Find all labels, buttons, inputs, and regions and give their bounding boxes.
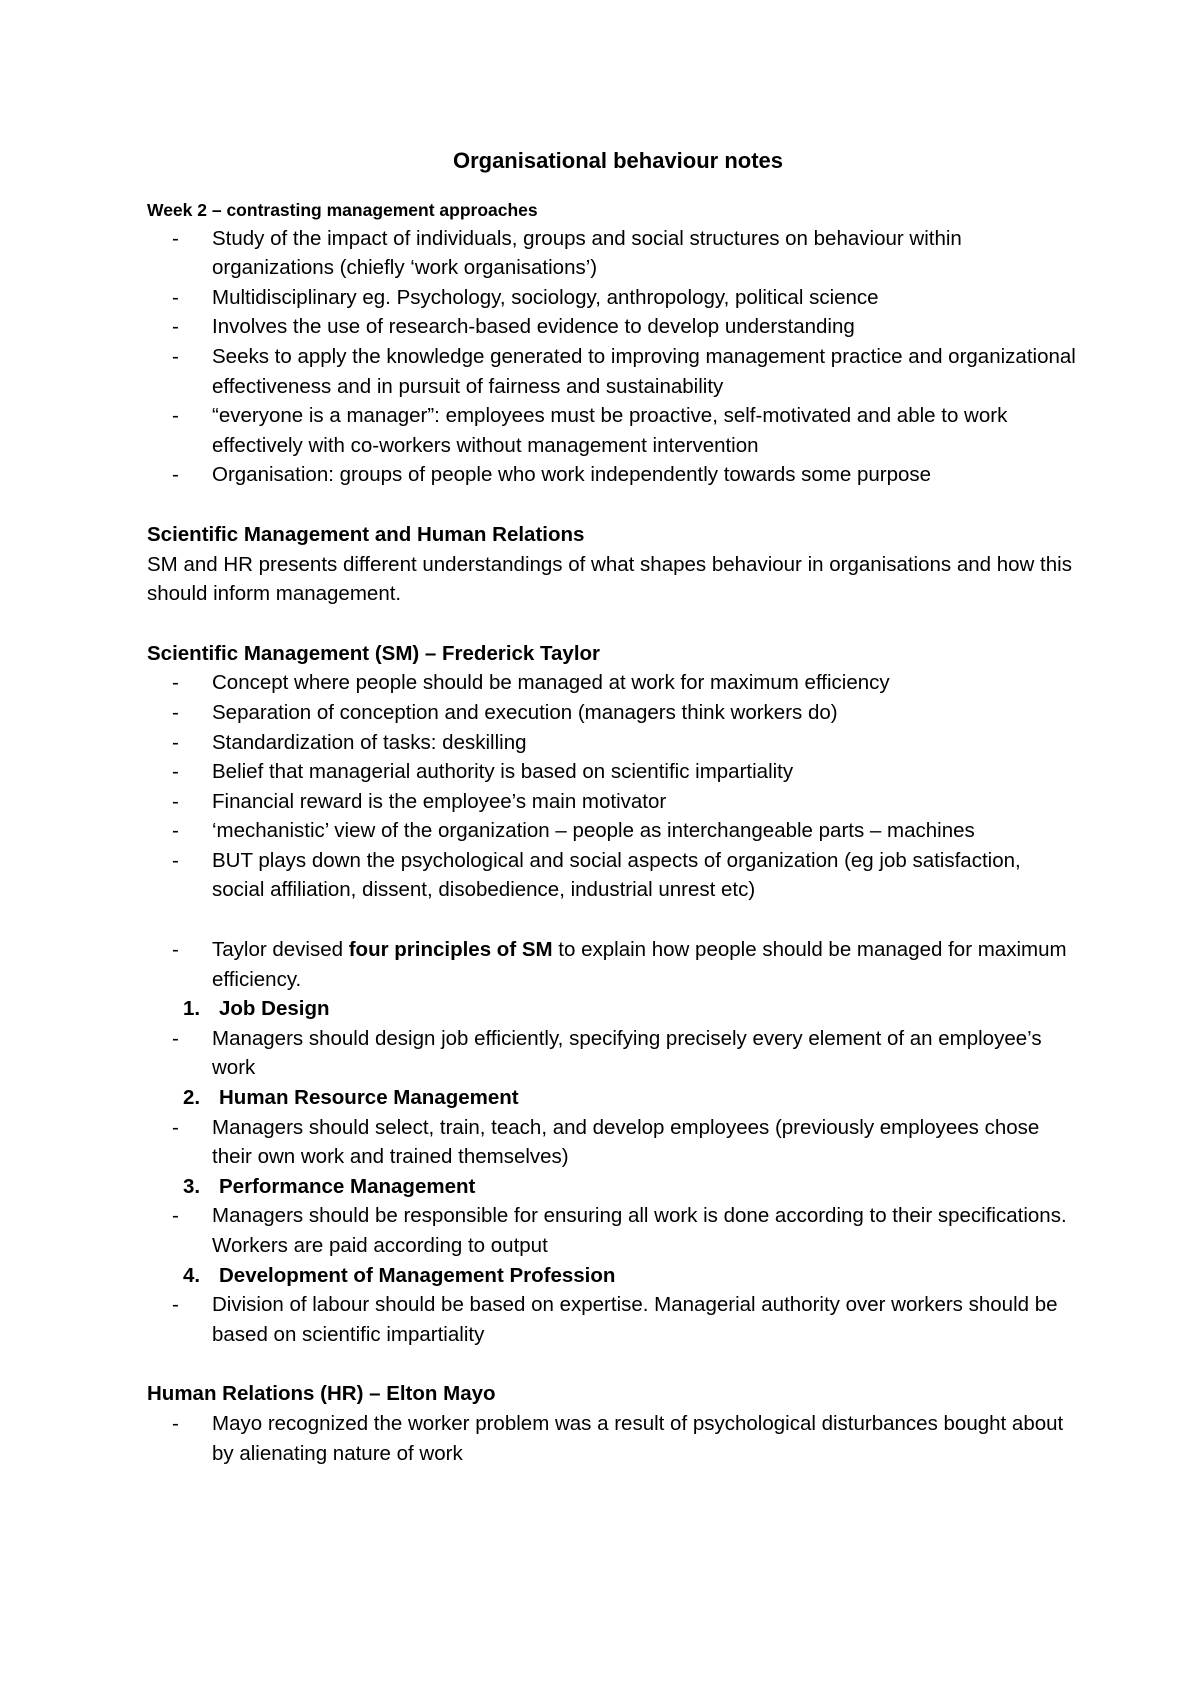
dash-bullet: - xyxy=(172,671,179,695)
sm-hr-paragraph: SM and HR presents different understandings of what shapes behaviour in organisations and how this should inform management. xyxy=(147,552,1072,606)
spacer xyxy=(147,609,1077,639)
dash-bullet: - xyxy=(172,1411,179,1435)
list-item: - Multidisciplinary eg. Psychology, sociology, anthropology, political science xyxy=(147,283,1077,313)
list-item: - Standardization of tasks: deskilling xyxy=(147,728,1077,758)
week-list xyxy=(147,224,1077,490)
sm-list xyxy=(147,668,1077,905)
dash-bullet: - xyxy=(172,819,179,843)
dash-bullet: - xyxy=(172,848,179,872)
dash-bullet: - xyxy=(172,730,179,754)
list-item: - ‘mechanistic’ view of the organization – people as interchangeable parts – machines xyxy=(147,816,1077,846)
list-item: - Managers should select, train, teach, and develop employees (previously employees chose their own work and trained themselves) xyxy=(147,1113,1077,1172)
spacer xyxy=(147,490,1077,520)
list-item: - Concept where people should be managed at work for maximum efficiency xyxy=(147,668,1077,698)
principle-heading: 3. Performance Management xyxy=(147,1172,1077,1202)
dash-bullet: - xyxy=(172,1293,179,1317)
dash-bullet: - xyxy=(172,760,179,784)
principle-list xyxy=(147,1024,1077,1083)
dash-bullet: - xyxy=(172,1026,179,1050)
sm-heading: Scientific Management (SM) – Frederick Taylor xyxy=(147,641,601,665)
principle-number: 2. xyxy=(183,1086,201,1110)
dash-bullet: - xyxy=(172,1115,179,1139)
list-item: - Mayo recognized the worker problem was a result of psychological disturbances bought about by alienating nature of work xyxy=(147,1409,1077,1468)
list-item: - Organisation: groups of people who work independently towards some purpose xyxy=(147,460,1077,490)
list-item: - BUT plays down the psychological and social aspects of organization (eg job satisfaction, social affiliation, dissent, disobedience, industrial unrest etc) xyxy=(147,846,1077,905)
document-body xyxy=(147,146,1077,1468)
dash-bullet: - xyxy=(172,226,179,250)
principle-heading: 4. Development of Management Profession xyxy=(147,1261,1077,1291)
list-item: - Involves the use of research-based evidence to develop understanding xyxy=(147,312,1077,342)
principle-list xyxy=(147,1290,1077,1349)
principle-heading: 1. Job Design xyxy=(147,994,1077,1024)
list-item: - Study of the impact of individuals, groups and social structures on behaviour within organizations (chiefly ‘work organisations’) xyxy=(147,224,1077,283)
dash-bullet: - xyxy=(172,1204,179,1228)
list-item: - Seeks to apply the knowledge generated to improving management practice and organizational effectiveness and in pursuit of fairness and sustainability xyxy=(147,342,1077,401)
dash-bullet: - xyxy=(172,315,179,339)
taylor-list xyxy=(147,935,1077,994)
principle-number: 1. xyxy=(183,997,201,1021)
list-item: - Separation of conception and execution (managers think workers do) xyxy=(147,698,1077,728)
list-item: - “everyone is a manager”: employees must be proactive, self-motivated and able to work effectively with co-workers without management intervention xyxy=(147,401,1077,460)
dash-bullet: - xyxy=(172,938,179,962)
dash-bullet: - xyxy=(172,285,179,309)
week-heading: Week 2 – contrasting management approaches xyxy=(147,199,538,220)
list-item: - Belief that managerial authority is based on scientific impartiality xyxy=(147,757,1077,787)
hr-heading: Human Relations (HR) – Elton Mayo xyxy=(147,1382,496,1406)
dash-bullet: - xyxy=(172,463,179,487)
principle-heading: 2. Human Resource Management xyxy=(147,1083,1077,1113)
principle-number: 4. xyxy=(183,1263,201,1287)
list-item: - Financial reward is the employee’s main motivator xyxy=(147,787,1077,817)
principle-list xyxy=(147,1201,1077,1260)
dash-bullet: - xyxy=(172,700,179,724)
dash-bullet: - xyxy=(172,344,179,368)
sm-hr-heading: Scientific Management and Human Relations xyxy=(147,522,585,546)
spacer xyxy=(147,1349,1077,1379)
list-item: - Managers should be responsible for ensuring all work is done according to their specifications. Workers are paid according to output xyxy=(147,1201,1077,1260)
list-item: - Division of labour should be based on expertise. Managerial authority over workers should be based on scientific impartiality xyxy=(147,1290,1077,1349)
taylor-principles-intro: - Taylor devised four principles of SM to explain how people should be managed for maximum efficiency. xyxy=(147,935,1077,994)
principle-number: 3. xyxy=(183,1174,201,1198)
dash-bullet: - xyxy=(172,789,179,813)
page-title: Organisational behaviour notes xyxy=(452,148,784,173)
hr-list xyxy=(147,1409,1077,1468)
spacer xyxy=(147,905,1077,935)
dash-bullet: - xyxy=(172,404,179,428)
four-principles-emphasis: four principles of SM xyxy=(348,938,553,962)
list-item: - Managers should design job efficiently, specifying precisely every element of an employee’s work xyxy=(147,1024,1077,1083)
principle-list xyxy=(147,1113,1077,1172)
